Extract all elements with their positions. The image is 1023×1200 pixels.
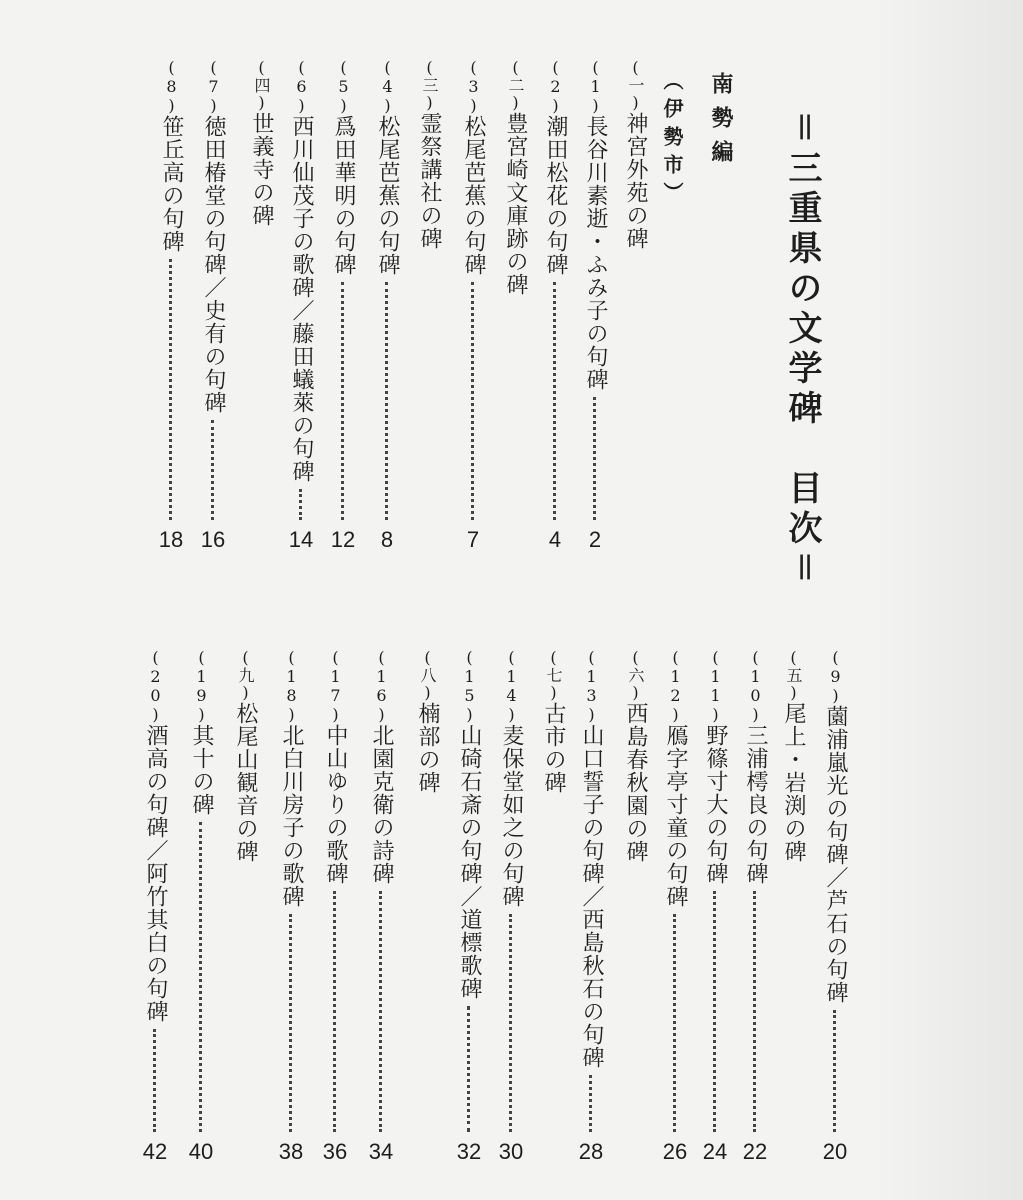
toc-entry[interactable] — [454, 648, 484, 1166]
toc-leader-dots — [713, 891, 716, 1132]
toc-entry[interactable] — [198, 58, 228, 554]
toc-entry-title: 松尾芭蕉の句碑 — [375, 115, 400, 276]
toc-entry-marker: (6) — [292, 58, 311, 115]
toc-entry-title: 中山ゆりの歌碑 — [323, 724, 348, 885]
page-shadow — [873, 0, 1023, 1200]
toc-entry-text — [286, 58, 316, 483]
toc-entry-text — [458, 58, 488, 276]
toc-page-number: 2 — [588, 527, 602, 552]
toc-leader-dots — [169, 259, 172, 520]
toc-entry-title: 西島春秋園の碑 — [623, 702, 648, 863]
toc-entry-title: 酒高の句碑／阿竹其白の句碑 — [143, 724, 168, 1023]
toc-entry-text — [820, 648, 850, 1004]
toc-entry-marker: (11) — [706, 648, 725, 724]
toc-entry-title: 徳田椿堂の句碑／史有の句碑 — [201, 115, 226, 414]
toc-entry-title: 三浦樗良の句碑 — [743, 724, 768, 885]
toc-entry-text — [454, 648, 484, 1000]
toc-entry[interactable] — [156, 58, 186, 554]
toc-leader-dots — [153, 1029, 156, 1132]
toc-entry-marker: (九) — [236, 648, 255, 702]
toc-entry-title: 麦保堂如之の句碑 — [499, 724, 524, 908]
toc-entry[interactable] — [320, 648, 350, 1166]
toc-entry-marker: (8) — [162, 58, 181, 115]
toc-entry[interactable] — [458, 58, 488, 554]
toc-entry-title: 豊宮崎文庫跡の碑 — [503, 112, 528, 296]
toc-entry-title: 楠部の碑 — [415, 702, 440, 794]
toc-entry-text — [660, 648, 690, 908]
toc-entry-text — [778, 648, 808, 863]
toc-page-number: 14 — [288, 527, 314, 552]
toc-entry[interactable] — [740, 648, 770, 1166]
toc-page-number: 36 — [322, 1139, 348, 1164]
toc-entry-title: 松尾山観音の碑 — [233, 702, 258, 863]
toc-entry-title: 北白川房子の歌碑 — [279, 724, 304, 908]
toc-entry-text — [198, 58, 228, 414]
toc-page-number: 20 — [822, 1139, 848, 1164]
toc-page-number: 18 — [158, 527, 184, 552]
toc-entry[interactable] — [580, 58, 610, 554]
toc-entry-text — [500, 58, 530, 296]
toc-entry[interactable] — [620, 648, 650, 1166]
toc-entry-title: 北園克衛の詩碑 — [369, 724, 394, 885]
toc-leader-dots — [289, 914, 292, 1132]
city-heading: （伊勢市） — [660, 70, 684, 210]
toc-entry-title: 長谷川素逝・ふみ子の句碑 — [583, 115, 608, 391]
toc-leader-dots — [199, 822, 202, 1132]
toc-entry-text — [140, 648, 170, 1023]
toc-entry-marker: (16) — [372, 648, 391, 724]
toc-page-number: 4 — [548, 527, 562, 552]
toc-entry-text — [276, 648, 306, 908]
toc-leader-dots — [509, 914, 512, 1132]
toc-entry[interactable] — [328, 58, 358, 554]
toc-entry-marker: (七) — [544, 648, 563, 702]
toc-entry-marker: (9) — [826, 648, 845, 705]
toc-entry-marker: (一) — [626, 58, 645, 112]
toc-leader-dots — [833, 1010, 836, 1132]
toc-entry-title: 松尾芭蕉の句碑 — [461, 115, 486, 276]
toc-entry-marker: (13) — [582, 648, 601, 724]
toc-entry-title: 潮田松花の句碑 — [543, 115, 568, 276]
toc-page-number: 7 — [466, 527, 480, 552]
toc-leader-dots — [589, 1075, 592, 1132]
toc-leader-dots — [471, 282, 474, 520]
toc-entry[interactable] — [576, 648, 606, 1166]
toc-entry-marker: (5) — [334, 58, 353, 115]
toc-leader-dots — [211, 420, 214, 520]
toc-entry-marker: (12) — [666, 648, 685, 724]
toc-page-number: 42 — [142, 1139, 168, 1164]
toc-entry-marker: (1) — [586, 58, 605, 115]
toc-entry-text — [538, 648, 568, 794]
toc-entry-text — [328, 58, 358, 276]
section-heading: 南勢編 — [708, 72, 733, 174]
toc-page-number: 34 — [368, 1139, 394, 1164]
toc-entry-marker: (二) — [506, 58, 525, 112]
toc-entry[interactable] — [540, 58, 570, 554]
toc-entry-text — [414, 58, 444, 250]
toc-entry[interactable] — [414, 58, 444, 554]
toc-entry-text — [230, 648, 260, 863]
toc-entry-title: 西川仙茂子の歌碑／藤田蟻萊の句碑 — [289, 115, 314, 483]
toc-entry[interactable] — [186, 648, 216, 1166]
page-title: ＝三重県の文学碑 目次＝ — [782, 110, 822, 590]
toc-entry-text — [366, 648, 396, 885]
toc-page-number: 16 — [200, 527, 226, 552]
toc-entry[interactable] — [820, 648, 850, 1166]
toc-entry[interactable] — [140, 648, 170, 1166]
toc-entry[interactable] — [620, 58, 650, 554]
toc-page-number: 12 — [330, 527, 356, 552]
toc-entry-title: 其十の碑 — [189, 724, 214, 816]
toc-page-number: 32 — [456, 1139, 482, 1164]
toc-entry-text — [372, 58, 402, 276]
toc-entry-text — [576, 648, 606, 1069]
toc-entry[interactable] — [366, 648, 396, 1166]
toc-entry-title: 笹丘高の句碑 — [159, 115, 184, 253]
toc-entry-text — [412, 648, 442, 794]
toc-page-number: 38 — [278, 1139, 304, 1164]
toc-entry-marker: (三) — [420, 58, 439, 112]
toc-entry[interactable] — [246, 58, 276, 554]
toc-page-number: 26 — [662, 1139, 688, 1164]
toc-entry[interactable] — [276, 648, 306, 1166]
toc-leader-dots — [333, 891, 336, 1132]
toc-entry-marker: (五) — [784, 648, 803, 702]
toc-entry[interactable] — [778, 648, 808, 1166]
toc-entry-text — [580, 58, 610, 391]
toc-page-number: 8 — [380, 527, 394, 552]
toc-entry[interactable] — [500, 58, 530, 554]
toc-page-number: 40 — [188, 1139, 214, 1164]
toc-leader-dots — [673, 914, 676, 1132]
toc-entry-text — [620, 58, 650, 250]
toc-entry-text — [156, 58, 186, 253]
toc-entry-marker: (10) — [746, 648, 765, 724]
toc-entry-title: 山口誓子の句碑／西島秋石の句碑 — [579, 724, 604, 1069]
toc-entry[interactable] — [496, 648, 526, 1166]
toc-entry-title: 野篠寸大の句碑 — [703, 724, 728, 885]
toc-entry-marker: (15) — [460, 648, 479, 724]
toc-entry-text — [246, 58, 276, 227]
toc-entry-marker: (六) — [626, 648, 645, 702]
toc-leader-dots — [553, 282, 556, 520]
toc-entry-text — [740, 648, 770, 885]
toc-entry-text — [700, 648, 730, 885]
toc-entry-marker: (18) — [282, 648, 301, 724]
toc-leader-dots — [467, 1006, 470, 1132]
toc-entry-text — [496, 648, 526, 908]
toc-entry-marker: (20) — [146, 648, 165, 724]
toc-leader-dots — [341, 282, 344, 520]
toc-entry-title: 鴈字亭寸童の句碑 — [663, 724, 688, 908]
toc-entry-title: 山碕石斎の句碑／道標歌碑 — [457, 724, 482, 1000]
toc-entry-marker: (4) — [378, 58, 397, 115]
toc-entry-marker: (7) — [204, 58, 223, 115]
toc-entry-text — [320, 648, 350, 885]
toc-entry-marker: (八) — [418, 648, 437, 702]
toc-entry-text — [620, 648, 650, 863]
toc-entry[interactable] — [538, 648, 568, 1166]
toc-entry-text — [186, 648, 216, 816]
toc-leader-dots — [379, 891, 382, 1132]
toc-entry[interactable] — [286, 58, 316, 554]
toc-entry[interactable] — [372, 58, 402, 554]
toc-entry-title: 薗浦嵐光の句碑／芦石の句碑 — [823, 705, 848, 1004]
toc-page-number: 24 — [702, 1139, 728, 1164]
toc-leader-dots — [753, 891, 756, 1132]
toc-leader-dots — [299, 489, 302, 520]
toc-entry-title: 世義寺の碑 — [249, 112, 274, 227]
toc-entry[interactable] — [700, 648, 730, 1166]
toc-entry-title: 霊祭講社の碑 — [417, 112, 442, 250]
toc-entry[interactable] — [412, 648, 442, 1166]
toc-page-number: 28 — [578, 1139, 604, 1164]
toc-entry-marker: (四) — [252, 58, 271, 112]
toc-entry-title: 爲田華明の句碑 — [331, 115, 356, 276]
toc-leader-dots — [593, 397, 596, 520]
toc-page-number: 30 — [498, 1139, 524, 1164]
toc-entry-marker: (17) — [326, 648, 345, 724]
toc-entry-text — [540, 58, 570, 276]
toc-page-number: 22 — [742, 1139, 768, 1164]
toc-entry-title: 神宮外苑の碑 — [623, 112, 648, 250]
toc-entry[interactable] — [660, 648, 690, 1166]
toc-entry-marker: (14) — [502, 648, 521, 724]
toc-entry-title: 尾上・岩渕の碑 — [781, 702, 806, 863]
toc-entry[interactable] — [230, 648, 260, 1166]
toc-entry-marker: (2) — [546, 58, 565, 115]
toc-entry-marker: (3) — [464, 58, 483, 115]
toc-leader-dots — [385, 282, 388, 520]
toc-entry-title: 古市の碑 — [541, 702, 566, 794]
toc-entry-marker: (19) — [192, 648, 211, 724]
